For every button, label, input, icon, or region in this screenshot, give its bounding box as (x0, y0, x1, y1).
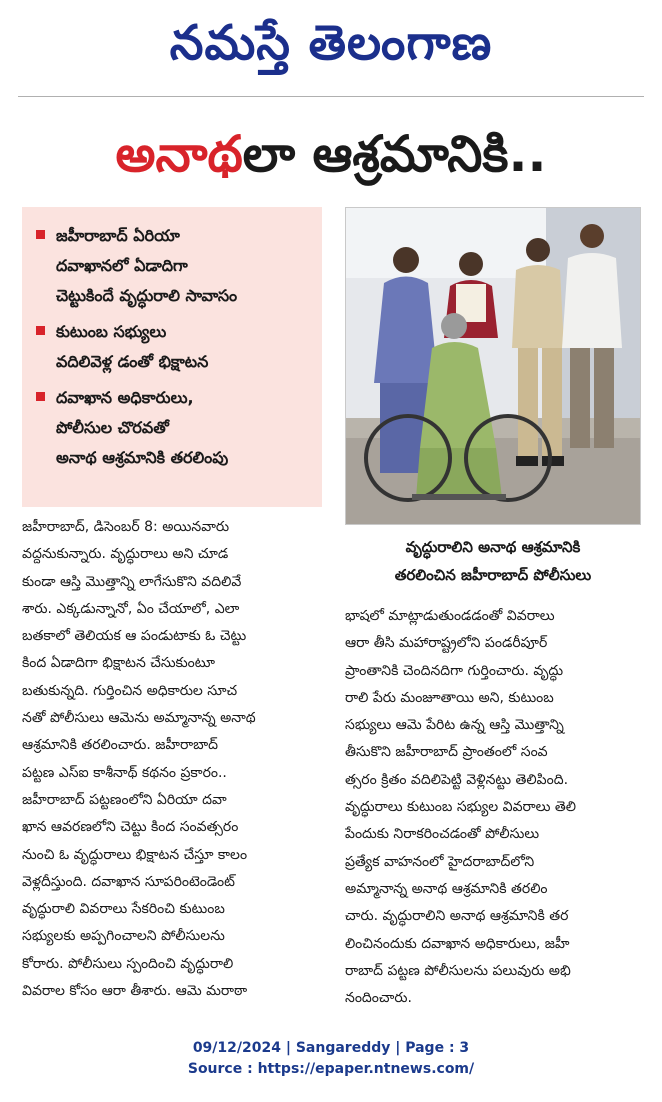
article-line: వృద్ధురాలు కుటుంబ సభ్యుల వివరాలు తెలి (345, 799, 577, 816)
masthead-title: నమస్తే తెలంగాణ (169, 15, 493, 71)
highlight-line: దవాఖాన అధికారులు, (56, 388, 194, 407)
caption-line: వృద్ధురాలిని అనాథ ఆశ్రమానికి (405, 538, 581, 556)
highlight-item (34, 317, 312, 377)
article-line: సభ్యులకు అప్పగించాలని పోలీసులను (22, 928, 225, 945)
article-line: వృద్ధురాలి వివరాలు సేకరించి కుటుంబ (22, 901, 225, 918)
article-line: ఆరా తీసి మహారాష్ట్రలోని పండరీపూర్ (345, 635, 548, 652)
article-line: కింద ఏడాదిగా భిక్షాటన చేసుకుంటూ (22, 655, 215, 672)
article-line: భాషలో మాట్లాడుతుండడంతో వివరాలు (345, 608, 555, 624)
photo-caption (345, 533, 641, 591)
article-line: కోరారు. పోలీసులు స్పందించి వృద్ధురాలి (22, 955, 234, 972)
divider (18, 96, 644, 97)
headline (18, 108, 644, 200)
highlight-line: వదిలివెళ్ల డంతో భిక్షాటన (56, 352, 209, 371)
bullet-square-icon (36, 392, 45, 401)
headline-text: లా ఆశ్రమానికి.. (242, 125, 547, 183)
photo-illustration (346, 208, 641, 525)
bullet-square-icon (36, 230, 45, 239)
article-line: అమ్మానాన్న అనాథ ఆశ్రమానికి తరలిం (345, 880, 548, 897)
highlight-item (34, 383, 312, 473)
highlight-line: కుటుంబ సభ్యులు (56, 322, 167, 341)
article-line: బతుకున్నది. గుర్తించిన అధికారుల సూచ (22, 682, 238, 699)
highlight-line: జహీరాబాద్ ఏరియా (56, 226, 180, 245)
highlight-line: పోలీసుల చొరవతో (56, 418, 169, 437)
bullet-square-icon (36, 326, 45, 335)
masthead (0, 8, 662, 78)
highlight-line: చెట్టుకిందే వృద్ధురాలి సావాసం (56, 286, 238, 305)
article-column-left (22, 514, 334, 1004)
article-line: పట్టణ ఎస్ఐ కాశీనాథ్ కథనం ప్రకారం.. (22, 764, 227, 781)
article-line: ఆశ్రమానికి తరలించారు. జహీరాబాద్ (22, 737, 218, 754)
article-line: పేందుకు నిరాకరించడంతో పోలీసులు (345, 826, 540, 843)
article-column-right (345, 603, 641, 1003)
article-line: ఖాన ఆవరణలోని చెట్టు కింద సంవత్సరం (22, 819, 239, 836)
article-line: శారు. ఎక్కడున్నానో, ఏం చేయాలో, ఎలా (22, 600, 240, 617)
article-line: రాబాద్ పట్టణ పోలీసులను పలువురు అభి (345, 962, 571, 979)
article-line: జహీరాబాద్, డిసెంబర్ 8: అయినవారు (22, 519, 230, 535)
highlight-line: అనాథ ఆశ్రమానికి తరలింపు (56, 448, 229, 467)
news-photo (345, 207, 641, 525)
highlight-line: దవాఖానలో ఏడాదిగా (56, 256, 188, 275)
headline-accent: అనాథ (115, 125, 243, 183)
article-line: ప్రత్యేక వాహనంలో హైదరాబాద్‌లోని (345, 853, 535, 870)
article-line: నుంచి ఓ వృద్ధురాలు భిక్షాటన చేస్తూ కాలం (22, 846, 248, 863)
article-line: తీసుకొని జహీరాబాద్ ప్రాంతంలో సంవ (345, 744, 548, 761)
article-line: జహీరాబాద్ పట్టణంలోని ఏరియా దవా (22, 791, 227, 808)
caption-line: తరలించిన జహీరాబాద్ పోలీసులు (394, 566, 592, 584)
article-line: వద్దనుకున్నారు. వృద్ధురాలు అని చూడ (22, 546, 229, 563)
article-line: రాలి పేరు మంజూతాయి అని, కుటుంబ (345, 689, 554, 706)
article-line: కుండా ఆస్తి మొత్తాన్ని లాగేసుకొని వదిలివే (22, 573, 242, 590)
article-line: చారు. వృద్ధురాలిని అనాథ ఆశ్రమానికి తర (345, 908, 569, 925)
footer-dateline: 09/12/2024 | Sangareddy | Page : 3 (192, 1040, 470, 1056)
article-line: త్సరం క్రితం వదిలిపెట్టి వెళ్లినట్టు తెలిపింది. (345, 771, 569, 788)
highlight-item (34, 221, 312, 311)
article-line: సభ్యులు ఆమె పేరిట ఉన్న ఆస్తి మొత్తాన్ని (345, 717, 564, 734)
article-line: వెళ్లదీస్తుంది. దవాఖాన సూపరింటెండెంట్ (22, 873, 235, 890)
article-line: ప్రాంతానికి చెందినదిగా గుర్తించారు. వృద్ధు (345, 662, 564, 679)
article-line: నందించారు. (345, 990, 412, 1003)
highlights-box (22, 207, 322, 507)
article-line: బతకాలో తెలియక ఆ పండుటాకు ఓ చెట్టు (22, 628, 247, 645)
article-line: లించినందుకు దవాఖాన అధికారులు, జహీ (345, 935, 570, 952)
footer-source: Source : https://epaper.ntnews.com/ (187, 1061, 475, 1077)
article-line: వివరాల కోసం ఆరా తీశారు. ఆమె మరాఠా (22, 983, 248, 1000)
footer (0, 1038, 662, 1080)
article-line: నతో పోలీసులు ఆమెను అమ్మానాన్న అనాథ (22, 710, 256, 727)
